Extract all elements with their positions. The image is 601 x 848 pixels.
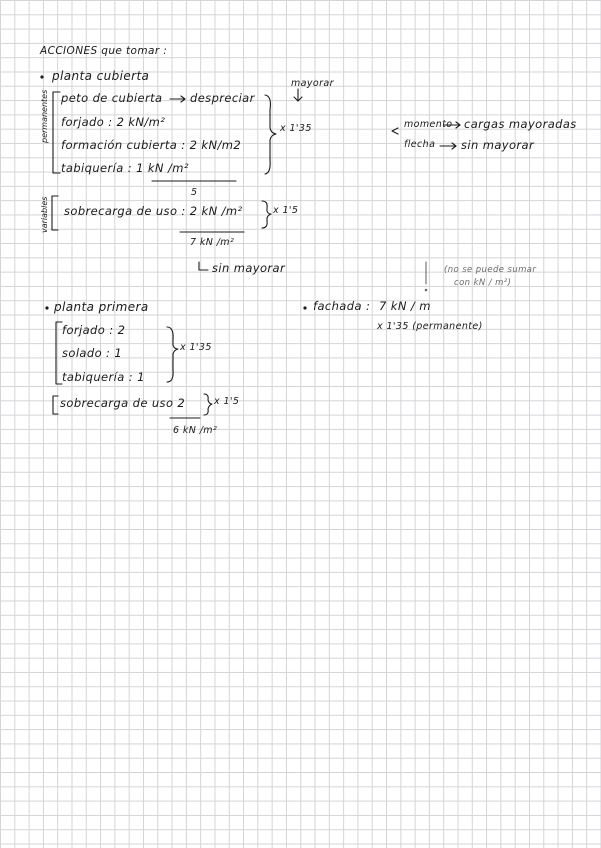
sin-mayorar-label: sin mayorar	[212, 261, 286, 275]
permanentes-item-forjado: forjado : 2 kN/m²	[61, 115, 166, 129]
flecha-sin-mayorar: sin mayorar	[461, 138, 535, 152]
permanentes-item-peto: peto de cubierta	[61, 91, 163, 105]
primera-total: 6 kN /m²	[173, 425, 218, 436]
permanentes-label: permanentes	[40, 89, 49, 143]
variables-label: variables	[40, 196, 49, 233]
section-title-primera: planta primera	[54, 300, 149, 314]
primera-variable-factor: x 1'5	[214, 396, 240, 407]
permanentes-total: 5	[191, 187, 198, 198]
mayorar-label: mayorar	[291, 78, 334, 89]
fachada-value: 7 kN / m	[379, 299, 431, 313]
permanentes-item-tabiqueria: tabiquería : 1 kN /m²	[61, 161, 189, 175]
primera-factor: x 1'35	[180, 342, 212, 353]
nota-linea-2: con kN / m²)	[454, 278, 512, 288]
momento-label: momento	[404, 119, 453, 130]
fachada-title: fachada :	[313, 299, 371, 313]
variable-factor: x 1'5	[273, 205, 299, 216]
nota-linea-1: (no se puede sumar	[444, 265, 537, 275]
permanentes-item-despreciar: despreciar	[190, 91, 255, 105]
fachada-factor: x 1'35 (permanente)	[377, 321, 483, 332]
permanentes-factor: x 1'35	[280, 123, 312, 134]
variable-item-sobrecarga: sobrecarga de uso : 2 kN /m²	[64, 204, 243, 218]
primera-item-solado: solado : 1	[62, 346, 123, 360]
flecha-label: flecha	[404, 139, 436, 150]
cubierta-total: 7 kN /m²	[190, 237, 235, 248]
primera-item-tabiqueria: tabiquería : 1	[62, 370, 145, 384]
permanentes-item-formacion: formación cubierta : 2 kN/m2	[61, 138, 242, 152]
cargas-mayoradas-label: cargas mayoradas	[464, 117, 577, 131]
page-heading: ACCIONES que tomar :	[40, 45, 168, 57]
section-title-cubierta: planta cubierta	[52, 69, 150, 83]
primera-item-forjado: forjado : 2	[62, 323, 126, 337]
primera-variable-item: sobrecarga de uso 2	[60, 396, 186, 410]
